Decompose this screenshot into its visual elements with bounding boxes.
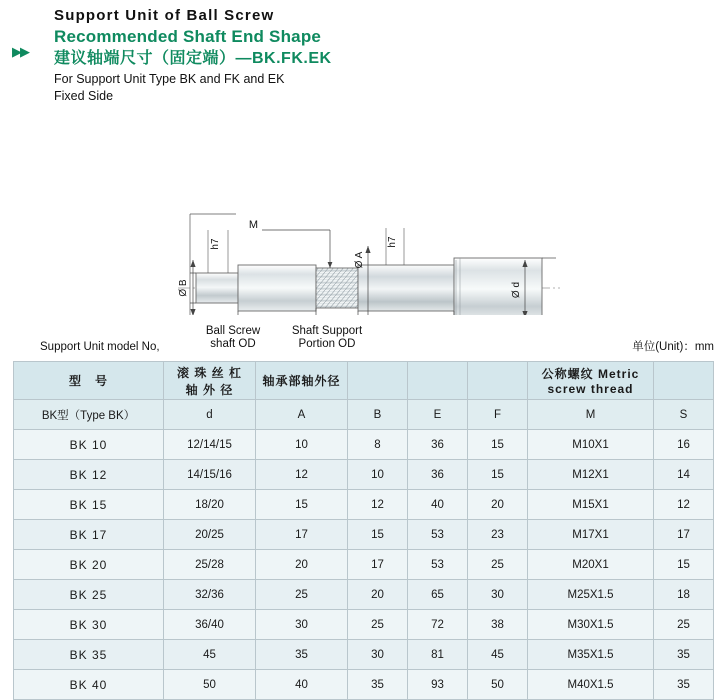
dimension-e: [316, 311, 454, 315]
table-row: [14, 430, 714, 460]
cell-f: 15: [468, 460, 528, 490]
subheader-s: S: [654, 400, 714, 430]
subheader-d: d: [164, 400, 256, 430]
cell-s: 35: [654, 670, 714, 700]
subheader-a: A: [256, 400, 348, 430]
cell-e: 93: [408, 670, 468, 700]
cell-model: BK 12: [14, 460, 164, 490]
header-ball-screw-od-line2: 轴 外 径: [185, 382, 234, 397]
label-h7-right: h7: [387, 236, 398, 248]
cell-d: 14/15/16: [164, 460, 256, 490]
table-caption-row: [0, 317, 726, 361]
cell-model: BK 15: [14, 490, 164, 520]
cell-d: 45: [164, 640, 256, 670]
cell-d: 25/28: [164, 550, 256, 580]
subheader-m: M: [528, 400, 654, 430]
cell-model: BK 10: [14, 430, 164, 460]
cell-e: 36: [408, 430, 468, 460]
cell-model: BK 17: [14, 520, 164, 550]
cell-a: 10: [256, 430, 348, 460]
shaft-segment-thread: [316, 268, 358, 308]
cell-model: BK 35: [14, 640, 164, 670]
cell-e: 53: [408, 520, 468, 550]
page-header: [0, 0, 726, 104]
cell-s: 17: [654, 520, 714, 550]
cell-model: BK 20: [14, 550, 164, 580]
cell-e: 72: [408, 610, 468, 640]
cell-s: 18: [654, 580, 714, 610]
shaft-end-technical-drawing: [0, 110, 726, 315]
cell-a: 15: [256, 490, 348, 520]
cell-d: 50: [164, 670, 256, 700]
cell-e: 40: [408, 490, 468, 520]
subheader-f: F: [468, 400, 528, 430]
cell-model: BK 40: [14, 670, 164, 700]
cell-b: 20: [348, 580, 408, 610]
cell-a: 20: [256, 550, 348, 580]
cell-d: 12/14/15: [164, 430, 256, 460]
label-phi-a: Ø A: [354, 251, 365, 269]
header-bearing-portion-od: 轴承部轴外径: [256, 362, 348, 400]
cell-a: 12: [256, 460, 348, 490]
header-description-line1: For Support Unit Type BK and FK and EK: [54, 72, 285, 86]
cell-m: M20X1: [528, 550, 654, 580]
cell-s: 35: [654, 640, 714, 670]
shaft-segment-f: [238, 265, 316, 311]
header-ball-screw-od-line1: 滚 珠 丝 杠: [176, 365, 242, 380]
table-header-row-primary: [14, 362, 714, 400]
subtitle-english: Recommended Shaft End Shape: [54, 27, 322, 46]
cell-m: M30X1.5: [528, 610, 654, 640]
cell-s: 15: [654, 550, 714, 580]
label-phi-d: Ø d: [511, 281, 522, 299]
header-blank-b: [348, 362, 408, 400]
cell-m: M15X1: [528, 490, 654, 520]
label-m: M: [248, 219, 258, 231]
cell-a: 30: [256, 610, 348, 640]
cell-m: M17X1: [528, 520, 654, 550]
cell-d: 18/20: [164, 490, 256, 520]
cell-s: 14: [654, 460, 714, 490]
cell-b: 30: [348, 640, 408, 670]
specification-table: [13, 361, 714, 700]
table-row: [14, 670, 714, 700]
cell-e: 65: [408, 580, 468, 610]
shaft-segment-a: [358, 265, 454, 311]
cell-f: 23: [468, 520, 528, 550]
cell-s: 25: [654, 610, 714, 640]
subheader-e: E: [408, 400, 468, 430]
caption-model-no: Support Unit model No,: [40, 341, 160, 353]
table-row: [14, 460, 714, 490]
subheader-b: B: [348, 400, 408, 430]
shaft-diagram-svg: [0, 110, 726, 315]
header-model-type: 型 号: [14, 362, 164, 400]
subtitle-chinese: 建议轴端尺寸（固定端）—BK.FK.EK: [54, 50, 332, 67]
leader-m: [262, 230, 332, 268]
header-description-line2: Fixed Side: [54, 89, 114, 103]
table-header-row-secondary: [14, 400, 714, 430]
header-blank-e: [408, 362, 468, 400]
header-blank-f: [468, 362, 528, 400]
label-phi-b: Ø B: [178, 279, 189, 297]
cell-b: 25: [348, 610, 408, 640]
cell-s: 16: [654, 430, 714, 460]
table-row: [14, 580, 714, 610]
caption-ball-screw-od-line1: Ball Screw: [205, 325, 261, 337]
shaft-segment-b: [196, 273, 238, 303]
dimension-phi-b: [190, 260, 196, 315]
caption-ball-screw-od-line2: shaft OD: [210, 338, 256, 350]
label-h7-left: h7: [210, 238, 221, 250]
cell-f: 25: [468, 550, 528, 580]
cell-f: 45: [468, 640, 528, 670]
table-row: [14, 520, 714, 550]
table-row: [14, 610, 714, 640]
cell-m: M35X1.5: [528, 640, 654, 670]
header-ball-screw-shaft-od: [164, 362, 256, 400]
cell-a: 35: [256, 640, 348, 670]
caption-shaft-support-line2: Portion OD: [298, 338, 356, 350]
cell-m: M40X1.5: [528, 670, 654, 700]
cell-d: 20/25: [164, 520, 256, 550]
header-blank-s: [654, 362, 714, 400]
cell-a: 40: [256, 670, 348, 700]
cell-f: 38: [468, 610, 528, 640]
cell-e: 36: [408, 460, 468, 490]
cell-d: 32/36: [164, 580, 256, 610]
cell-m: M25X1.5: [528, 580, 654, 610]
cell-f: 15: [468, 430, 528, 460]
cell-a: 17: [256, 520, 348, 550]
caption-shaft-support-line1: Shaft Support: [291, 325, 363, 337]
caption-unit: 单位(Unit)：mm: [632, 341, 714, 353]
cell-d: 36/40: [164, 610, 256, 640]
cell-b: 8: [348, 430, 408, 460]
table-row: [14, 490, 714, 520]
cell-e: 53: [408, 550, 468, 580]
cell-f: 30: [468, 580, 528, 610]
header-metric-screw-thread: 公称螺纹 Metric screw thread: [528, 362, 654, 400]
cell-b: 10: [348, 460, 408, 490]
dimension-f: [238, 311, 316, 315]
table-row: [14, 640, 714, 670]
cell-b: 35: [348, 670, 408, 700]
cell-b: 15: [348, 520, 408, 550]
subheader-type-bk: BK型（Type BK）: [14, 400, 164, 430]
cell-model: BK 30: [14, 610, 164, 640]
table-row: [14, 550, 714, 580]
cell-b: 12: [348, 490, 408, 520]
cell-m: M10X1: [528, 430, 654, 460]
cell-f: 20: [468, 490, 528, 520]
page-title: Support Unit of Ball Screw: [54, 7, 275, 24]
arrow-marker-icon: ▶▶: [12, 44, 28, 59]
cell-f: 50: [468, 670, 528, 700]
cell-m: M12X1: [528, 460, 654, 490]
cell-e: 81: [408, 640, 468, 670]
cell-b: 17: [348, 550, 408, 580]
dimension-s: [316, 308, 358, 315]
shaft-segment-d: [454, 258, 542, 315]
cell-model: BK 25: [14, 580, 164, 610]
cell-s: 12: [654, 490, 714, 520]
cell-a: 25: [256, 580, 348, 610]
